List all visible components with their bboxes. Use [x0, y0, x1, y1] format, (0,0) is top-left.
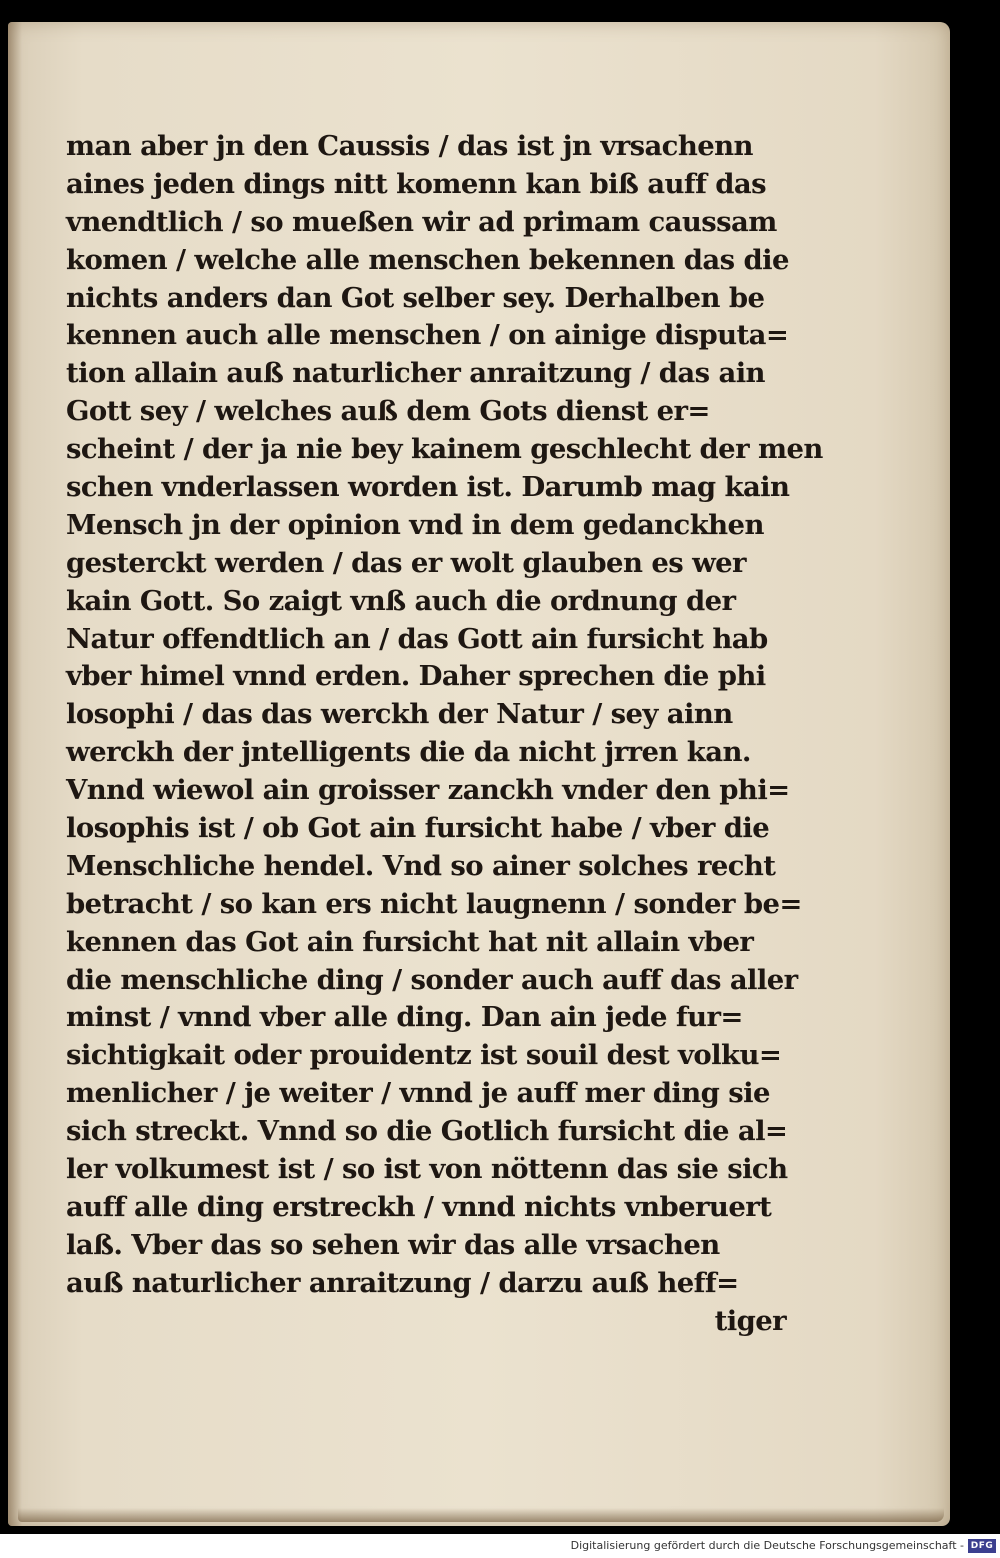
text-line: Mensch jn der opinion vnd in dem gedanckhen: [66, 508, 764, 541]
text-line: losophi / das das werckh der Natur / sey ainn: [66, 698, 733, 731]
text-line: kennen das Got ain fursicht hat nit allain vber: [66, 925, 754, 958]
text-line: komen / welche alle menschen bekennen das die: [66, 243, 789, 276]
text-line: kennen auch alle menschen / on ainige disputa=: [66, 319, 789, 352]
text-line: auß naturlicher anraitzung / darzu auß heff=: [66, 1266, 739, 1299]
text-line: Natur offendtlich an / das Gott ain fursicht hab: [66, 622, 768, 655]
text-line: auff alle ding erstreckh / vnnd nichts vnberuert: [66, 1190, 772, 1223]
text-line: losophis ist / ob Got ain fursicht habe / vber die: [66, 812, 770, 845]
text-line: vber himel vnnd erden. Daher sprechen die phi: [66, 660, 766, 693]
text-line: man aber jn den Caussis / das ist jn vrsachenn: [66, 130, 753, 162]
text-line: Menschliche hendel. Vnd so ainer solches recht: [66, 849, 776, 882]
text-line: Vnnd wiewol ain groisser zanckh vnder den phi=: [66, 774, 790, 807]
text-line: Gott sey / welches auß dem Gots dienst er=: [66, 395, 710, 428]
page-text: [66, 128, 823, 1341]
text-line: gesterckt werden / das er wolt glauben es wer: [66, 546, 746, 579]
book-page: [8, 22, 950, 1526]
text-line: minst / vnnd vber alle ding. Dan ain jede fur=: [66, 1001, 743, 1034]
text-line: vnendtlich / so mueßen wir ad primam caussam: [66, 205, 777, 238]
text-line: scheint / der ja nie bey kainem geschlecht der men: [66, 433, 823, 466]
dfg-logo-icon: DFG: [968, 1539, 996, 1553]
text-line: tion allain auß naturlicher anraitzung / das ain: [66, 357, 765, 390]
text-line: aines jeden dings nitt komenn kan biß auff das: [66, 167, 767, 200]
text-line: menlicher / je weiter / vnnd je auff mer ding sie: [66, 1077, 770, 1110]
catchword: tiger: [714, 1304, 786, 1337]
text-line: sich streckt. Vnnd so die Gotlich fursicht die al=: [66, 1115, 788, 1148]
text-line: sichtigkait oder prouidentz ist souil dest volku=: [66, 1039, 782, 1072]
text-line: schen vnderlassen worden ist. Darumb mag kain: [66, 471, 790, 504]
funding-credit: Digitalisierung gefördert durch die Deutsche Forschungsgemeinschaft -: [570, 1539, 964, 1552]
text-line: nichts anders dan Got selber sey. Derhalben be: [66, 281, 765, 314]
text-line: kain Gott. So zaigt vnß auch die ordnung der: [66, 584, 736, 617]
text-line: betracht / so kan ers nicht laugnenn / sonder be=: [66, 887, 802, 920]
text-line: die menschliche ding / sonder auch auff das aller: [66, 963, 798, 996]
text-line: werckh der jntelligents die da nicht jrren kan.: [66, 736, 751, 769]
digitization-footer: [0, 1534, 1000, 1558]
text-line: laß. Vber das so sehen wir das alle vrsachen: [66, 1228, 720, 1261]
text-line: ler volkumest ist / so ist von nöttenn das sie sich: [66, 1153, 788, 1186]
